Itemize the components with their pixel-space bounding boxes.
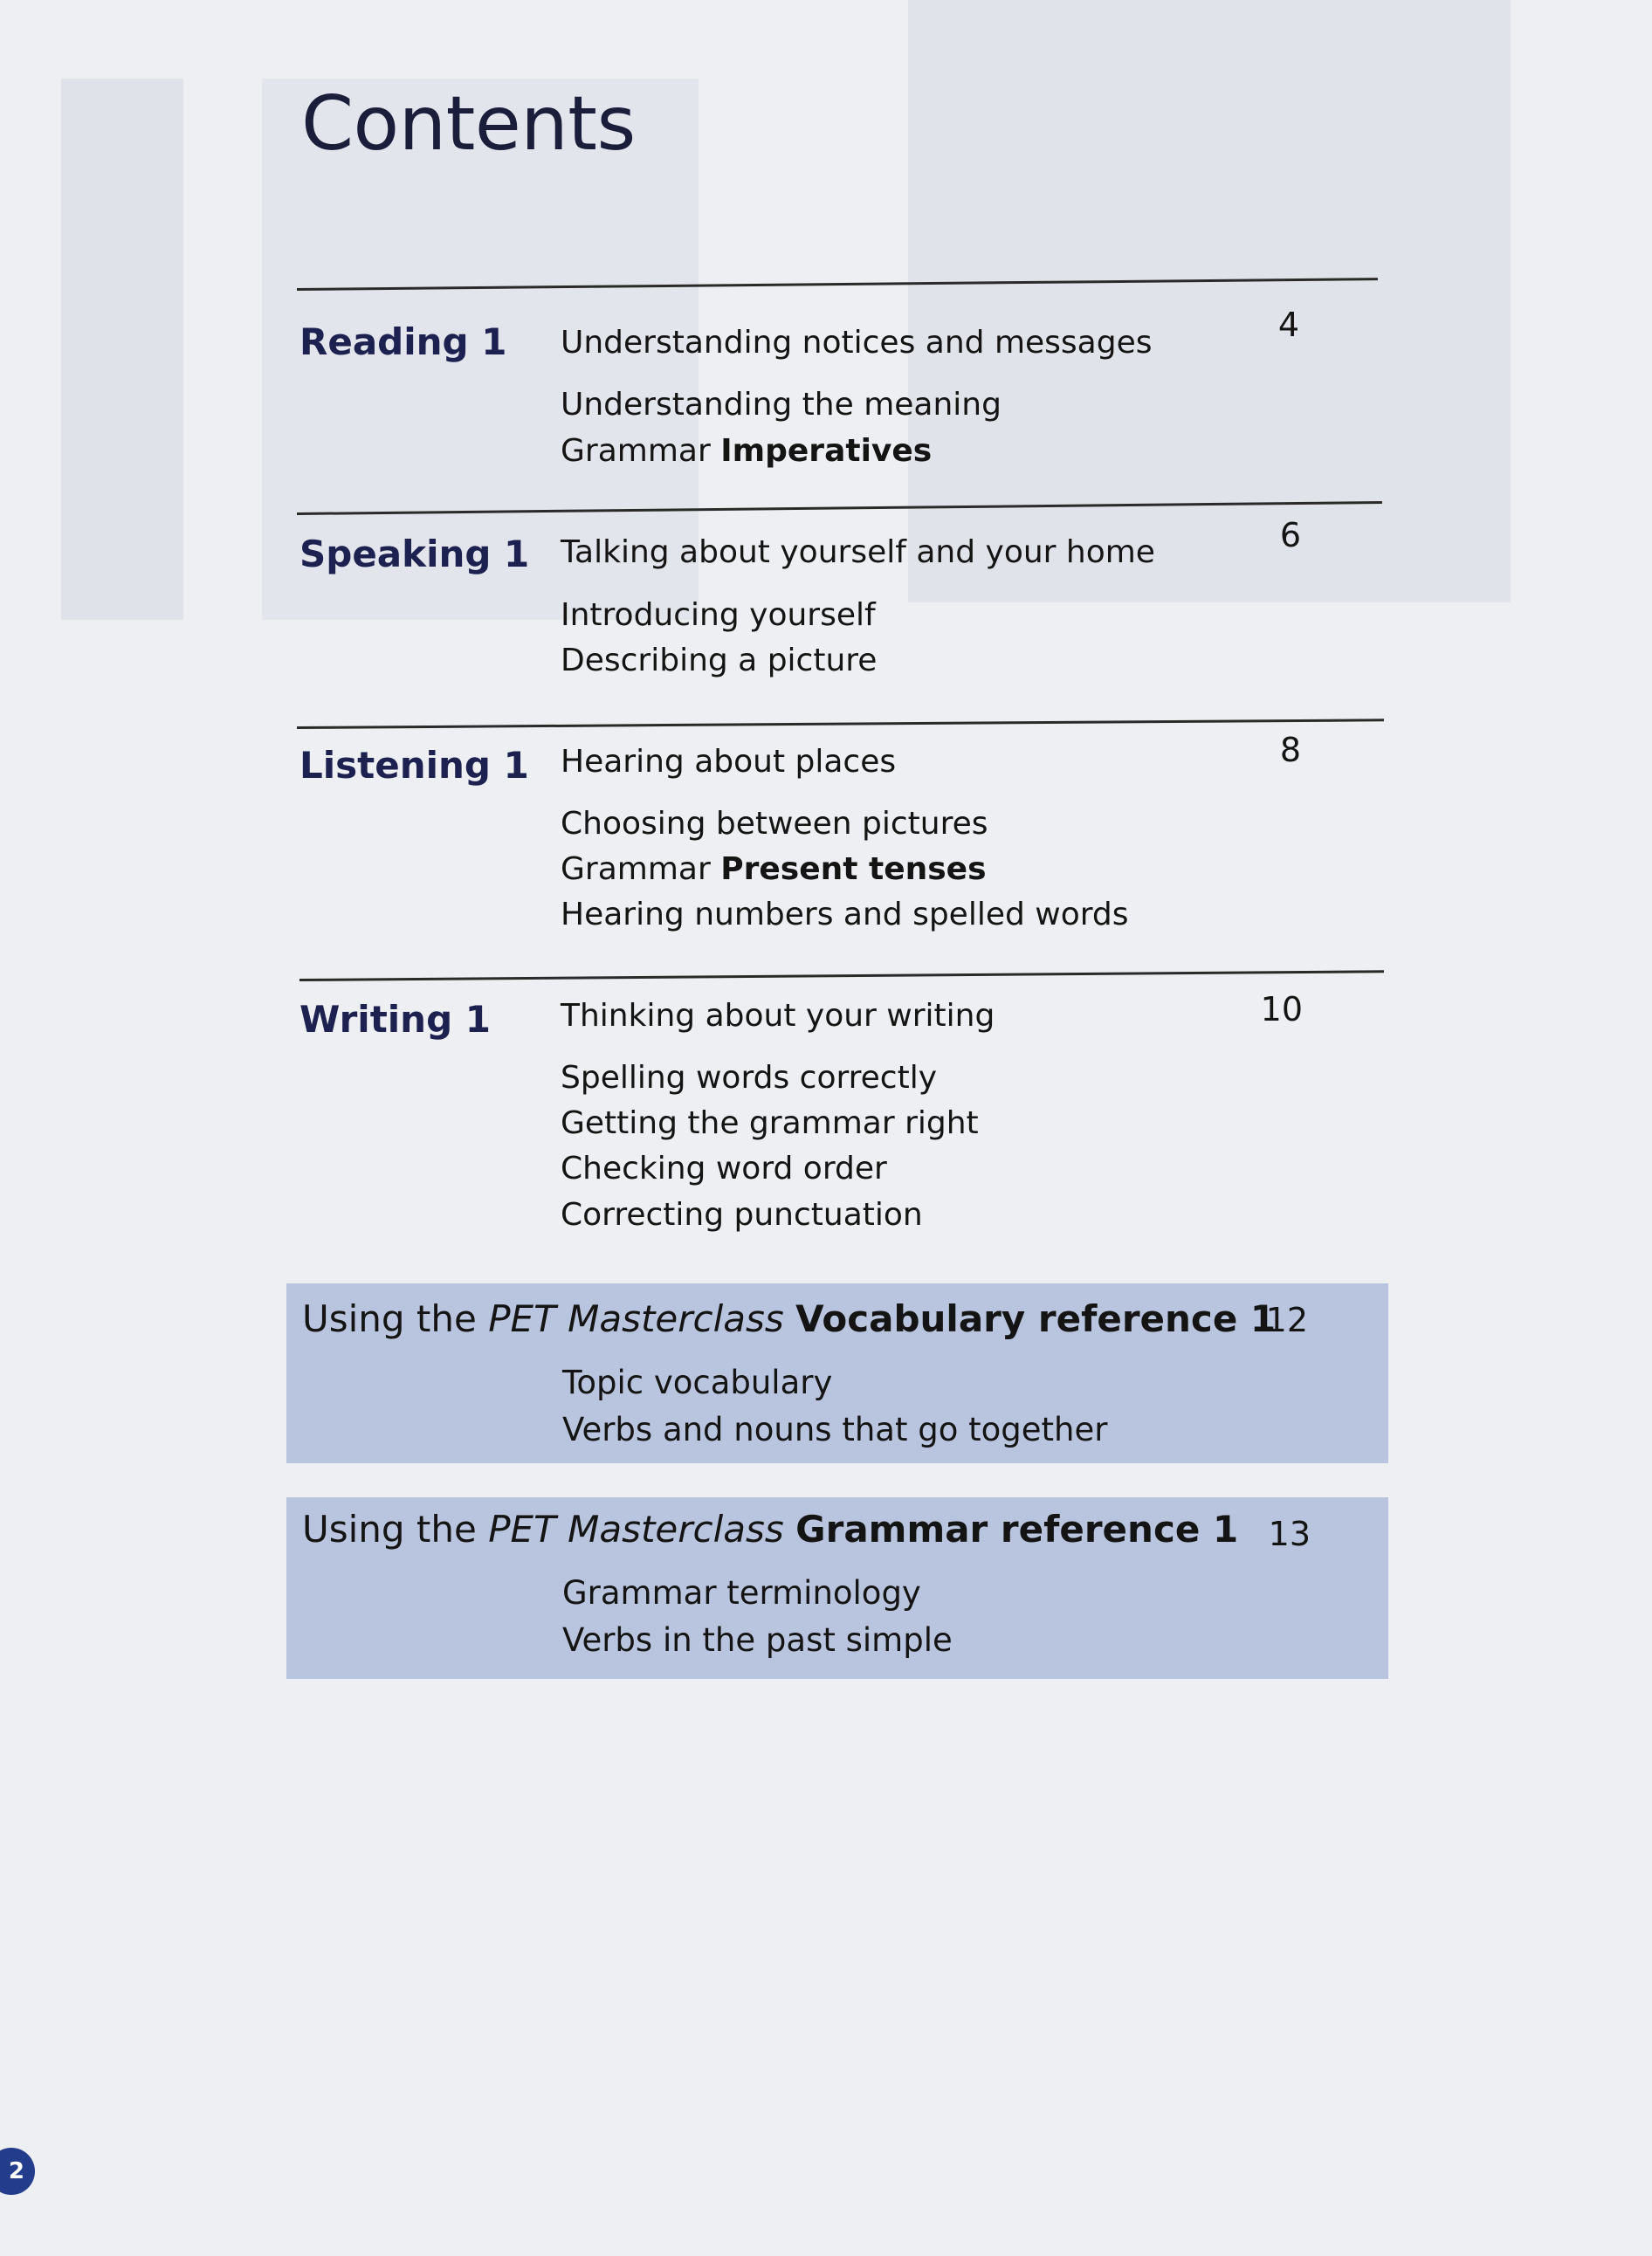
- topic-item: Getting the grammar right: [561, 1105, 979, 1141]
- reference-item: Verbs in the past simple: [562, 1621, 953, 1659]
- page-number-badge: 2: [0, 2148, 35, 2195]
- section-divider: [299, 970, 1384, 981]
- topic-item: Correcting punctuation: [561, 1197, 923, 1233]
- reference-title: [302, 1297, 1276, 1340]
- grammar-topic: [561, 433, 932, 469]
- reference-book-name: PET Masterclass: [488, 1297, 784, 1340]
- reference-title: [302, 1508, 1238, 1551]
- grammar-label: Grammar: [561, 851, 711, 887]
- section-lead-topic: Talking about yourself and your home: [561, 534, 1155, 570]
- reference-item: Grammar terminology: [562, 1574, 921, 1612]
- background-shape: [61, 79, 183, 620]
- topic-item: Understanding the meaning: [561, 387, 1002, 423]
- topic-item: Hearing numbers and spelled words: [561, 897, 1129, 932]
- grammar-topic-name: Present tenses: [720, 851, 987, 887]
- reference-item: Topic vocabulary: [562, 1364, 833, 1401]
- section-lead-topic: Understanding notices and messages: [561, 325, 1153, 361]
- topic-item: Describing a picture: [561, 643, 878, 678]
- topic-item: Spelling words correctly: [561, 1060, 938, 1096]
- grammar-label: Grammar: [561, 433, 711, 469]
- section-title-speaking: Speaking 1: [299, 533, 530, 575]
- page-number: 6: [1279, 516, 1301, 554]
- section-divider: [297, 719, 1384, 729]
- section-title-listening: Listening 1: [299, 744, 529, 787]
- grammar-topic-name: Imperatives: [720, 433, 933, 469]
- grammar-topic: [561, 851, 987, 887]
- topic-item: Introducing yourself: [561, 597, 876, 633]
- vocabulary-reference-box: [286, 1283, 1388, 1463]
- page-number: 12: [1265, 1301, 1308, 1339]
- page-number: 4: [1277, 306, 1299, 344]
- reference-prefix: Using the: [302, 1508, 477, 1551]
- page-number: 13: [1268, 1515, 1311, 1553]
- reference-item: Verbs and nouns that go together: [562, 1411, 1108, 1448]
- page-number: 8: [1279, 731, 1301, 769]
- page-title: Contents: [301, 80, 636, 168]
- reference-name: Vocabulary reference 1: [795, 1297, 1277, 1340]
- background-shape: [908, 0, 1511, 602]
- section-lead-topic: Hearing about places: [561, 744, 897, 780]
- reference-prefix: Using the: [302, 1297, 477, 1340]
- topic-item: Choosing between pictures: [561, 806, 988, 842]
- reference-name: Grammar reference 1: [795, 1508, 1239, 1551]
- section-title-reading: Reading 1: [299, 320, 507, 363]
- section-lead-topic: Thinking about your writing: [561, 998, 995, 1034]
- grammar-reference-box: [286, 1497, 1388, 1679]
- topic-item: Checking word order: [561, 1151, 887, 1186]
- section-title-writing: Writing 1: [299, 998, 491, 1041]
- page-number: 10: [1260, 990, 1303, 1028]
- reference-book-name: PET Masterclass: [488, 1508, 784, 1551]
